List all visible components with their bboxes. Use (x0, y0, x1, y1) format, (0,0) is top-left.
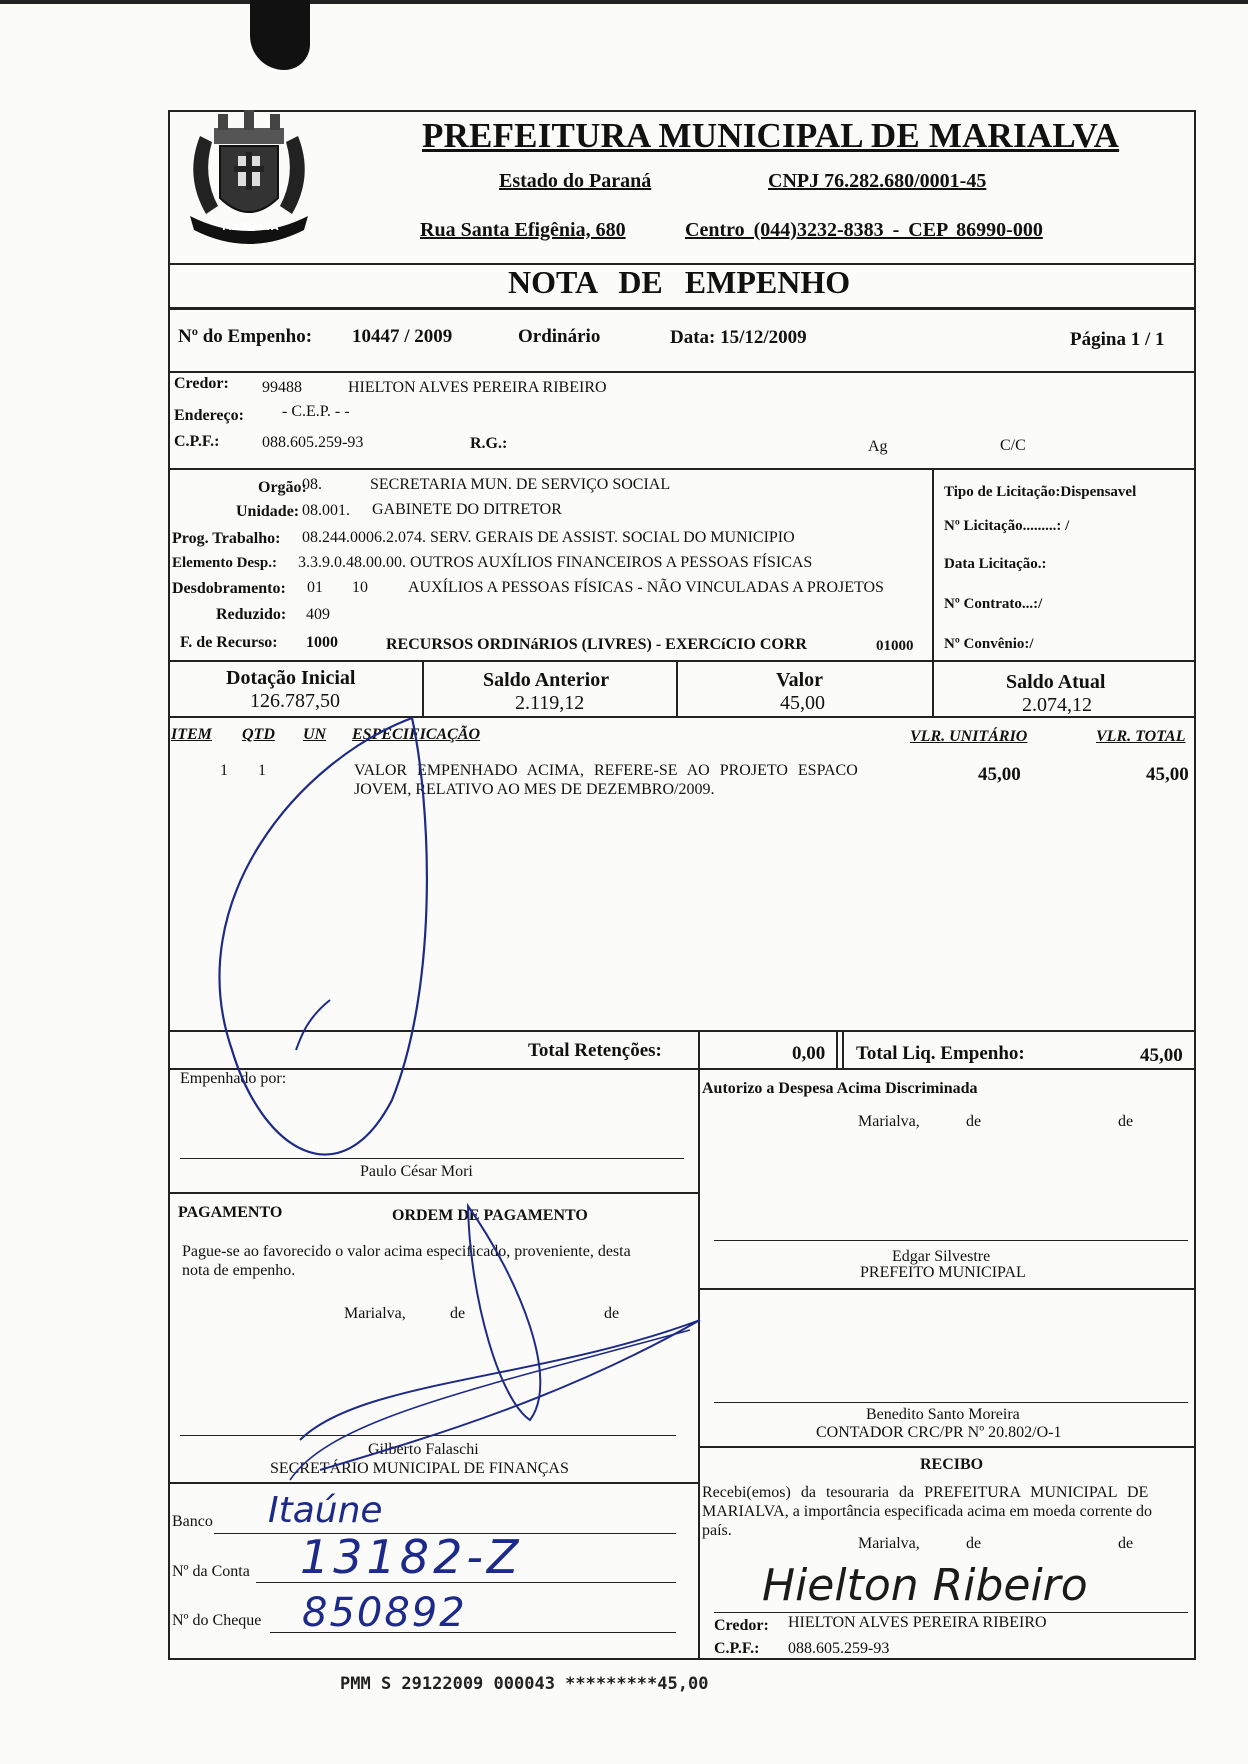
recurso-label: F. de Recurso: (180, 634, 278, 651)
cheque-label: Nº do Cheque (172, 1612, 262, 1629)
recibo-text-1: Recebi(emos) da tesouraria da PREFEITURA MUNICIPAL DE (702, 1484, 1149, 1501)
data-licitacao: Data Licitação.: (944, 556, 1047, 572)
banco-label: Banco (172, 1513, 213, 1530)
numero-licitacao: Nº Licitação.........: / (944, 518, 1070, 534)
divider (842, 1030, 844, 1068)
recibo-title: RECIBO (920, 1456, 984, 1473)
recurso-name: RECURSOS ORDINáRIOS (LIVRES) - EXERCíCIO CORR (386, 636, 807, 653)
orgao-label: Orgão: (258, 479, 307, 496)
rg-label: R.G.: (470, 435, 508, 452)
divider (168, 660, 1196, 662)
contador-role: CONTADOR CRC/PR Nº 20.802/O-1 (816, 1424, 1062, 1441)
cheque-handwritten: 850892 (302, 1590, 467, 1636)
row-description-2: JOVEM, RELATIVO AO MES DE DEZEMBRO/2009. (354, 781, 715, 798)
unidade-name: GABINETE DO DITRETOR (372, 501, 562, 518)
ordem-pagamento: ORDEM DE PAGAMENTO (392, 1207, 588, 1224)
scan-top-edge (0, 0, 1248, 4)
recibo-de-1: de (966, 1535, 982, 1552)
scan-smudge (250, 0, 310, 70)
empenhado-label: Empenhado por: (180, 1070, 287, 1087)
payment-stamp: PMM S 29122009 000043 *********45,00 (340, 1674, 709, 1694)
pagamento-text-2: nota de empenho. (182, 1262, 296, 1279)
dotacao-label: Dotação Inicial (226, 667, 356, 689)
address-label: Endereço: (174, 407, 244, 424)
orgao-name: SECRETARIA MUN. DE SERVIÇO SOCIAL (370, 476, 671, 493)
document-title: NOTA DE EMPENHO (508, 264, 851, 300)
row-description-1: VALOR EMPENHADO ACIMA, REFERE-SE AO PROJETO ESPACO (354, 762, 858, 779)
recibo-text-2: MARIALVA, a importância especificada acima em moeda corrente do (702, 1503, 1153, 1520)
autorizo-de-2: de (1118, 1113, 1134, 1130)
total-liquido-label: Total Liq. Empenho: (856, 1043, 1025, 1064)
autorizo-place: Marialva, (858, 1113, 920, 1130)
valor-label: Valor (776, 669, 824, 691)
tipo-licitacao: Tipo de Licitação:Dispensavel (944, 484, 1137, 500)
pagamento-de-1: de (450, 1305, 466, 1322)
col-qtd: QTD (242, 726, 275, 743)
dotacao-value: 126.787,50 (250, 690, 340, 712)
divider (168, 1192, 698, 1194)
row-qtd: 1 (258, 762, 266, 779)
autorizo-de-1: de (966, 1113, 982, 1130)
signature-line (180, 1435, 676, 1436)
credor-name: HIELTON ALVES PEREIRA RIBEIRO (348, 379, 607, 396)
secretario-role: SECRETÁRIO MUNICIPAL DE FINANÇAS (270, 1460, 569, 1477)
saldo-atual-value: 2.074,12 (1022, 694, 1092, 716)
saldo-atual-label: Saldo Atual (1006, 671, 1106, 693)
reduzido-value: 409 (306, 606, 330, 623)
pagamento-label: PAGAMENTO (178, 1204, 283, 1221)
row-valor-unitario: 45,00 (978, 764, 1021, 785)
row-valor-total: 45,00 (1146, 764, 1189, 785)
signature-line (714, 1402, 1188, 1403)
saldo-anterior-label: Saldo Anterior (483, 669, 610, 691)
reduzido-label: Reduzido: (216, 606, 287, 623)
saldo-anterior-value: 2.119,12 (515, 692, 585, 714)
cc-label: C/C (1000, 437, 1026, 454)
unidade-code: 08.001. (302, 502, 350, 519)
municipal-crest (180, 106, 318, 256)
autorizo-title: Autorizo a Despesa Acima Discriminada (702, 1080, 978, 1097)
secretario-name: Gilberto Falaschi (368, 1441, 479, 1458)
prefeito-name: Edgar Silvestre (892, 1248, 991, 1265)
pagamento-text-1: Pague-se ao favorecido o valor acima especificado, proveniente, desta (182, 1243, 631, 1260)
divider (168, 1030, 1196, 1032)
divider (168, 1482, 698, 1484)
empenho-type: Ordinário (518, 326, 601, 347)
divider (932, 660, 934, 716)
divider (168, 468, 1196, 470)
retencoes-value: 0,00 (792, 1043, 826, 1064)
divider (698, 1446, 1196, 1448)
valor-value: 45,00 (780, 692, 825, 714)
empenhado-signer: Paulo César Mori (360, 1163, 473, 1180)
recibo-cpf-label: C.P.F.: (714, 1640, 760, 1657)
prefeito-role: PREFEITO MUNICIPAL (860, 1264, 1026, 1281)
numero-convenio: Nº Convênio:/ (944, 636, 1034, 652)
orgao-code: 08. (302, 476, 322, 493)
recurso-number: 01000 (876, 638, 914, 654)
recibo-text-3: país. (702, 1522, 732, 1539)
state-line: Estado do Paraná (499, 170, 652, 192)
ag-label: Ag (868, 438, 888, 455)
row-item: 1 (220, 762, 228, 779)
prog-label: Prog. Trabalho: (172, 530, 281, 547)
signature-line (714, 1240, 1188, 1241)
col-valor-total: VLR. TOTAL (1096, 728, 1186, 745)
signature-line (180, 1158, 684, 1159)
elemento-label: Elemento Desp.: (172, 555, 277, 571)
address-value: - C.E.P. - - (282, 403, 350, 420)
recibo-credor-label: Credor: (714, 1617, 769, 1634)
empenho-date: Data: 15/12/2009 (670, 327, 807, 348)
elemento-value: 3.3.9.0.48.00.00. OUTROS AUXÍLIOS FINANCEIROS A PESSOAS FÍSICAS (298, 554, 813, 571)
recibo-signature: Hielton Ribeiro (762, 1560, 1088, 1611)
cpf-value: 088.605.259-93 (262, 434, 364, 451)
credor-label: Credor: (174, 375, 229, 392)
divider (168, 307, 1196, 310)
crest-ribbon-text: MARIALVA (222, 222, 279, 233)
retencoes-label: Total Retenções: (528, 1040, 662, 1061)
divider (932, 468, 934, 660)
credor-code: 99488 (262, 379, 302, 396)
divider (698, 1030, 700, 1068)
divider (168, 716, 1196, 718)
conta-handwritten: 13182-Z (300, 1530, 523, 1584)
pagamento-de-2: de (604, 1305, 620, 1322)
divider (836, 1030, 838, 1068)
empenho-number: 10447 / 2009 (352, 326, 453, 347)
recibo-credor-name: HIELTON ALVES PEREIRA RIBEIRO (788, 1614, 1047, 1631)
divider (168, 371, 1196, 373)
address-street: Rua Santa Efigênia, 680 (420, 219, 626, 241)
desdobramento-a: 01 (307, 579, 323, 596)
signature-line (714, 1612, 1188, 1613)
contador-name: Benedito Santo Moreira (866, 1406, 1020, 1423)
desdobramento-label: Desdobramento: (172, 580, 286, 597)
cnpj-line: CNPJ 76.282.680/0001-45 (768, 170, 987, 192)
unidade-label: Unidade: (236, 503, 300, 520)
divider (698, 1068, 700, 1660)
page-number: Página 1 / 1 (1070, 329, 1165, 350)
prog-value: 08.244.0006.2.074. SERV. GERAIS DE ASSIST. SOCIAL DO MUNICIPIO (302, 529, 795, 546)
recibo-de-2: de (1118, 1535, 1134, 1552)
col-item: ITEM (171, 726, 212, 743)
divider (698, 1288, 1196, 1290)
recurso-code: 1000 (306, 634, 338, 651)
page-title: PREFEITURA MUNICIPAL DE MARIALVA (422, 116, 1120, 155)
col-valor-unitario: VLR. UNITÁRIO (910, 728, 1028, 745)
divider (676, 660, 678, 716)
banco-handwritten: Itaúne (268, 1490, 383, 1531)
empenho-label: Nº do Empenho: (178, 326, 313, 347)
recibo-place: Marialva, (858, 1535, 920, 1552)
cpf-label: C.P.F.: (174, 433, 220, 450)
conta-label: Nº da Conta (172, 1563, 250, 1580)
desdobramento-name: AUXÍLIOS A PESSOAS FÍSICAS - NÃO VINCULADAS A PROJETOS (408, 579, 884, 596)
numero-contrato: Nº Contrato...:/ (944, 596, 1043, 612)
divider (422, 660, 424, 716)
address-district-phone-cep: Centro (044)3232-8383 - CEP 86990-000 (685, 219, 1043, 241)
divider (168, 1068, 1196, 1070)
col-un: UN (303, 726, 327, 743)
pagamento-place: Marialva, (344, 1305, 406, 1322)
col-especificacao: ESPECIFICAÇÃO (352, 726, 481, 743)
total-liquido-value: 45,00 (1140, 1045, 1183, 1066)
desdobramento-b: 10 (352, 579, 368, 596)
recibo-cpf: 088.605.259-93 (788, 1640, 890, 1657)
